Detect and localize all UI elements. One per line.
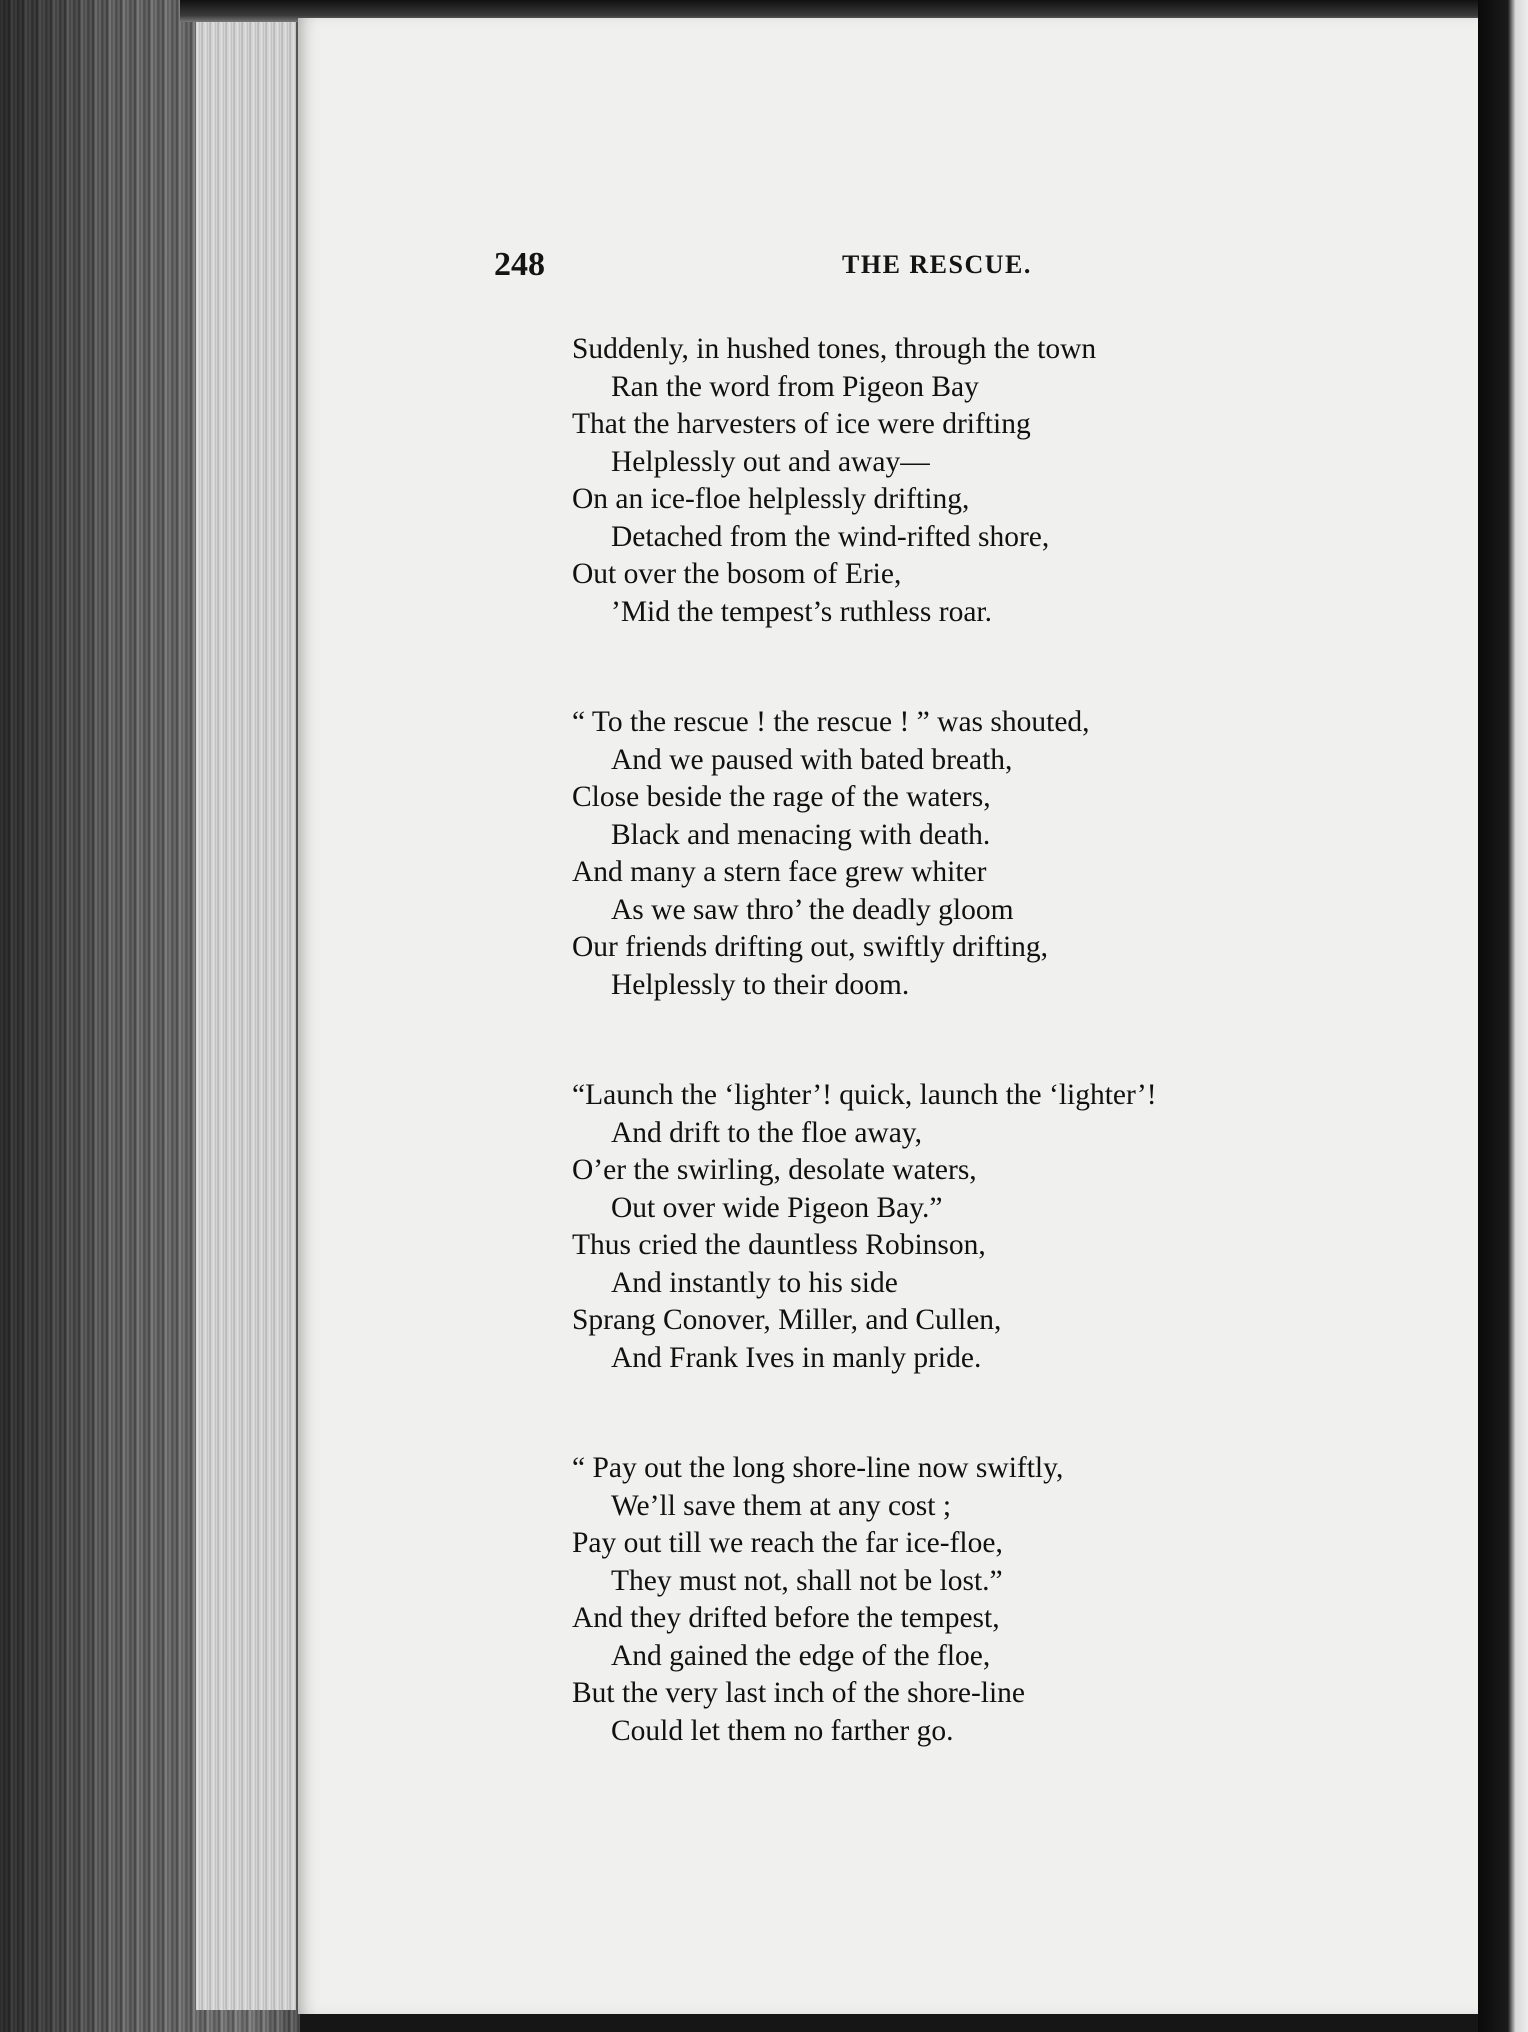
poem-line: And instantly to his side [611, 1266, 898, 1299]
running-head: THE RESCUE. [842, 250, 1032, 279]
poem-line: That the harvesters of ice were drifting [572, 408, 1031, 440]
poem-line: Thus cried the dauntless Robinson, [572, 1229, 986, 1261]
poem-line: Our friends drifting out, swiftly drifting, [572, 931, 1049, 963]
poem-line: Out over the bosom of Erie, [572, 558, 902, 590]
stanza [572, 704, 1422, 1004]
poem-line: And gained the edge of the floe, [611, 1639, 991, 1672]
poem-line: But the very last inch of the shore-line [572, 1677, 1026, 1709]
page-edges [196, 20, 298, 2010]
poem-line: Helplessly to their doom. [611, 968, 910, 1001]
stanza [572, 331, 1422, 631]
poem-line: Pay out till we reach the far ice-floe, [572, 1527, 1003, 1559]
poem-line: We’ll save them at any cost ; [611, 1489, 952, 1522]
poem-line: “ Pay out the long shore-line now swiftly, [572, 1452, 1064, 1484]
poem-line: Black and menacing with death. [611, 818, 991, 851]
poem-line: Could let them no farther go. [611, 1714, 954, 1747]
poem-line: Close beside the rage of the waters, [572, 781, 991, 813]
poem-line: And we paused with bated breath, [611, 743, 1013, 776]
stanza [572, 1450, 1422, 1750]
poem-line: Helplessly out and away— [611, 445, 930, 478]
poem-line: Detached from the wind-rifted shore, [611, 520, 1050, 553]
poem-line: Suddenly, in hushed tones, through the town [572, 333, 1097, 365]
poem-line: Out over wide Pigeon Bay.” [611, 1191, 943, 1224]
poem-line: They must not, shall not be lost.” [611, 1564, 1003, 1597]
poem-line: Sprang Conover, Miller, and Cullen, [572, 1304, 1002, 1336]
poem [572, 331, 1422, 1750]
right-page-edge [1478, 0, 1528, 2032]
poem-line: On an ice-floe helplessly drifting, [572, 483, 970, 515]
page-header [494, 246, 1054, 290]
poem-line: And many a stern face grew whiter [572, 856, 987, 888]
poem-line: O’er the swirling, desolate waters, [572, 1154, 977, 1186]
poem-line: And Frank Ives in manly pride. [611, 1341, 982, 1374]
poem-line: ’Mid the tempest’s ruthless roar. [611, 595, 992, 628]
poem-line: And drift to the floe away, [611, 1116, 923, 1149]
poem-line: “Launch the ‘lighter’! quick, launch the ‘lighter’! [572, 1079, 1157, 1111]
poem-line: And they drifted before the tempest, [572, 1602, 1000, 1634]
stanza [572, 1077, 1422, 1377]
poem-line: Ran the word from Pigeon Bay [611, 370, 979, 403]
poem-line: “ To the rescue ! the rescue ! ” was shouted, [572, 706, 1090, 738]
page-number: 248 [494, 246, 545, 283]
poem-line: As we saw thro’ the deadly gloom [611, 893, 1014, 926]
